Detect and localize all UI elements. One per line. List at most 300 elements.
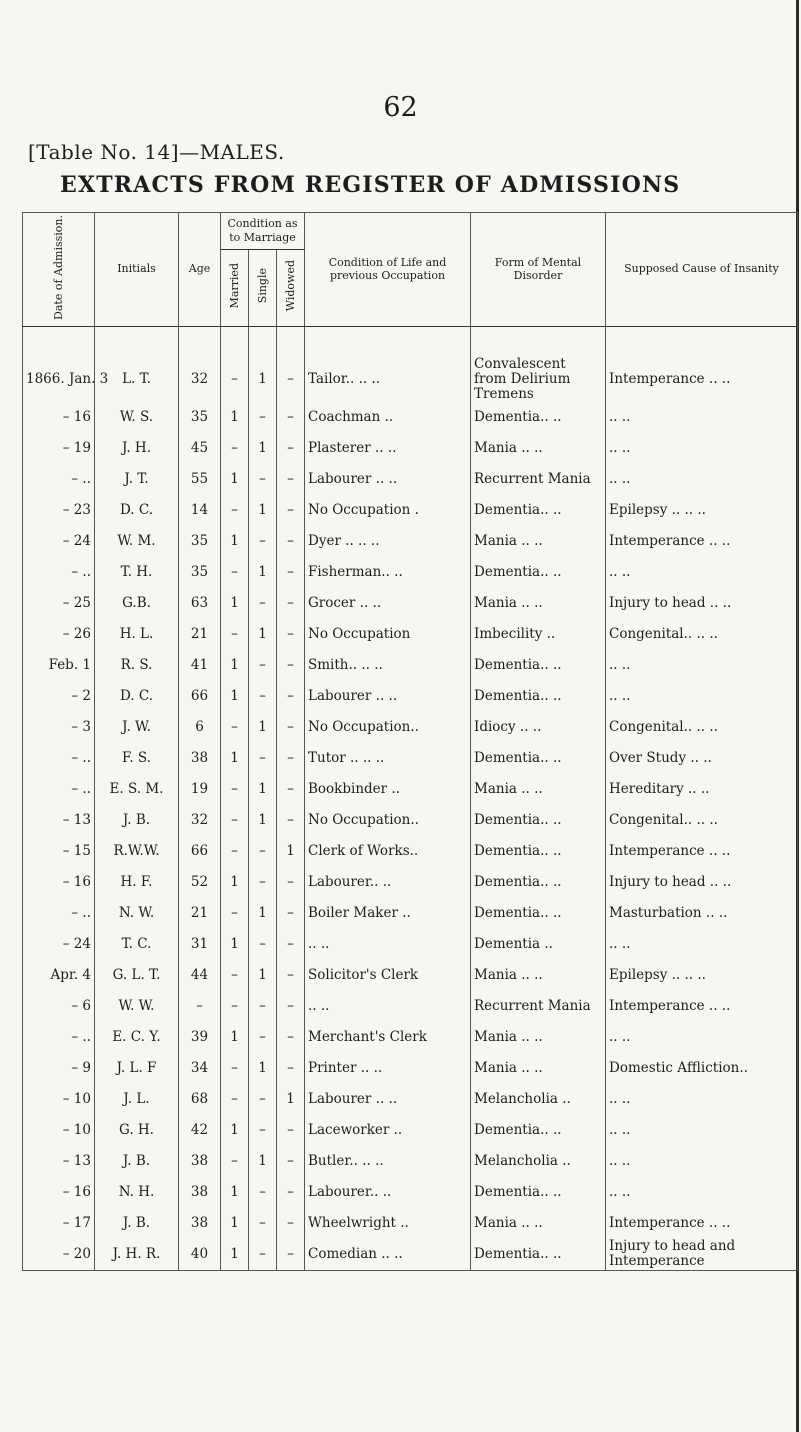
table-row [23,712,798,743]
initials-cell: H. L. [95,619,179,650]
occupation-cell: No Occupation.. [305,805,471,836]
initials-cell: J. H. R. [95,1239,179,1271]
widowed-cell: – [277,805,305,836]
admission-date: – .. [23,557,95,588]
married-cell: – [221,1084,249,1115]
widowed-cell: – [277,526,305,557]
married-cell: 1 [221,929,249,960]
initials-cell: T. C. [95,929,179,960]
initials-cell: G. H. [95,1115,179,1146]
married-cell: 1 [221,867,249,898]
disorder-cell: Dementia.. .. [471,898,606,929]
admission-date: – 9 [23,1053,95,1084]
age-cell: 52 [179,867,221,898]
single-cell: – [249,929,277,960]
table-caption: [Table No. 14]—MALES. [28,140,285,164]
married-cell: – [221,326,249,402]
married-cell: 1 [221,1022,249,1053]
cause-cell: .. .. [606,650,798,681]
table-row [23,1022,798,1053]
cause-cell: Masturbation .. .. [606,898,798,929]
occupation-cell: Plasterer .. .. [305,433,471,464]
age-cell: 21 [179,619,221,650]
married-cell: – [221,1053,249,1084]
single-cell: – [249,402,277,433]
occupation-cell: Labourer .. .. [305,681,471,712]
married-cell: 1 [221,588,249,619]
table-row [23,960,798,991]
cause-cell: Intemperance .. .. [606,836,798,867]
married-cell: 1 [221,650,249,681]
table-row [23,402,798,433]
single-cell: 1 [249,898,277,929]
disorder-cell: Imbecility .. [471,619,606,650]
admission-date: – 10 [23,1084,95,1115]
occupation-cell: Comedian .. .. [305,1239,471,1271]
disorder-cell: Mania .. .. [471,1053,606,1084]
cause-cell: .. .. [606,1146,798,1177]
widowed-cell: – [277,867,305,898]
married-cell: 1 [221,402,249,433]
occupation-cell: Tutor .. .. .. [305,743,471,774]
register-body [23,326,798,1270]
widowed-cell: – [277,1115,305,1146]
cause-cell: Epilepsy .. .. .. [606,960,798,991]
age-cell: 38 [179,1146,221,1177]
table-row [23,805,798,836]
admission-date: – 16 [23,402,95,433]
initials-cell: N. W. [95,898,179,929]
initials-cell: E. C. Y. [95,1022,179,1053]
initials-cell: D. C. [95,681,179,712]
table-row [23,1239,798,1271]
married-cell: – [221,836,249,867]
admission-date: – .. [23,898,95,929]
table-row [23,619,798,650]
initials-cell: H. F. [95,867,179,898]
occupation-cell: No Occupation.. [305,712,471,743]
admission-date: – .. [23,464,95,495]
disorder-cell: Dementia .. [471,929,606,960]
widowed-cell: – [277,433,305,464]
widowed-cell: – [277,960,305,991]
cause-cell: Intemperance .. .. [606,526,798,557]
single-cell: 1 [249,433,277,464]
age-cell: 55 [179,464,221,495]
disorder-cell: Dementia.. .. [471,805,606,836]
initials-cell: R.W.W. [95,836,179,867]
single-cell: – [249,1208,277,1239]
disorder-cell: Mania .. .. [471,1208,606,1239]
cause-cell: Epilepsy .. .. .. [606,495,798,526]
age-cell: 38 [179,1208,221,1239]
widowed-cell: – [277,619,305,650]
initials-cell: N. H. [95,1177,179,1208]
disorder-cell: Mania .. .. [471,526,606,557]
cause-cell: .. .. [606,681,798,712]
widowed-cell: – [277,743,305,774]
initials-cell: T. H. [95,557,179,588]
table-row [23,1208,798,1239]
admission-date: Apr. 4 [23,960,95,991]
married-cell: – [221,960,249,991]
table-row [23,774,798,805]
header-cause: Supposed Cause of Insanity [606,213,798,327]
admission-date: – 10 [23,1115,95,1146]
widowed-cell: – [277,464,305,495]
admission-date: – 2 [23,681,95,712]
age-cell: 34 [179,1053,221,1084]
widowed-cell: 1 [277,836,305,867]
widowed-cell: – [277,1208,305,1239]
disorder-cell: Dementia.. .. [471,557,606,588]
admission-date: – 15 [23,836,95,867]
disorder-cell: Dementia.. .. [471,1115,606,1146]
occupation-cell: Labourer .. .. [305,1084,471,1115]
admission-date: – 24 [23,526,95,557]
occupation-cell: Printer .. .. [305,1053,471,1084]
table-row [23,526,798,557]
married-cell: 1 [221,464,249,495]
disorder-cell: Dementia.. .. [471,1177,606,1208]
table-row [23,1053,798,1084]
header-married: Married [221,249,249,326]
cause-cell: Hereditary .. .. [606,774,798,805]
admission-date: – 23 [23,495,95,526]
occupation-cell: Dyer .. .. .. [305,526,471,557]
cause-cell: Injury to head and Intemperance [606,1239,798,1271]
married-cell: 1 [221,1177,249,1208]
occupation-cell: Tailor.. .. .. [305,326,471,402]
admissions-register-table [22,212,798,1271]
occupation-cell: Wheelwright .. [305,1208,471,1239]
married-cell: – [221,495,249,526]
single-cell: 1 [249,960,277,991]
widowed-cell: – [277,1239,305,1271]
cause-cell: .. .. [606,1115,798,1146]
single-cell: – [249,681,277,712]
single-cell: – [249,1177,277,1208]
single-cell: 1 [249,619,277,650]
admission-date: – 16 [23,867,95,898]
disorder-cell: Recurrent Mania [471,464,606,495]
married-cell: – [221,898,249,929]
cause-cell: .. .. [606,1022,798,1053]
single-cell: 1 [249,774,277,805]
admission-date: Feb. 1 [23,650,95,681]
table-row [23,495,798,526]
age-cell: 44 [179,960,221,991]
age-cell: 32 [179,326,221,402]
disorder-cell: Dementia.. .. [471,495,606,526]
admission-date: – 25 [23,588,95,619]
married-cell: 1 [221,526,249,557]
widowed-cell: – [277,712,305,743]
married-cell: 1 [221,1115,249,1146]
widowed-cell: – [277,650,305,681]
age-cell: 38 [179,1177,221,1208]
initials-cell: J. B. [95,1208,179,1239]
occupation-cell: Laceworker .. [305,1115,471,1146]
table-row [23,898,798,929]
table-row [23,1115,798,1146]
occupation-cell: Butler.. .. .. [305,1146,471,1177]
disorder-cell: Dementia.. .. [471,743,606,774]
widowed-cell: – [277,929,305,960]
occupation-cell: Coachman .. [305,402,471,433]
initials-cell: E. S. M. [95,774,179,805]
initials-cell: J. B. [95,1146,179,1177]
disorder-cell: Mania .. .. [471,1022,606,1053]
single-cell: – [249,464,277,495]
age-cell: 35 [179,402,221,433]
disorder-cell: Melancholia .. [471,1084,606,1115]
header-condition-life: Condition of Life and previous Occupation [305,213,471,327]
disorder-cell: Mania .. .. [471,774,606,805]
widowed-cell: – [277,495,305,526]
cause-cell: .. .. [606,1177,798,1208]
single-cell: – [249,588,277,619]
occupation-cell: .. .. [305,991,471,1022]
age-cell: 6 [179,712,221,743]
table-title: EXTRACTS FROM REGISTER OF ADMISSIONS [60,172,681,198]
occupation-cell: Merchant's Clerk [305,1022,471,1053]
initials-cell: D. C. [95,495,179,526]
table-row [23,681,798,712]
cause-cell: Congenital.. .. .. [606,712,798,743]
married-cell: – [221,805,249,836]
occupation-cell: Labourer .. .. [305,464,471,495]
initials-cell: J. B. [95,805,179,836]
widowed-cell: – [277,1146,305,1177]
table-row [23,743,798,774]
cause-cell: .. .. [606,402,798,433]
disorder-cell: Dementia.. .. [471,1239,606,1271]
cause-cell: Domestic Affliction.. [606,1053,798,1084]
disorder-cell: Idiocy .. .. [471,712,606,743]
married-cell: 1 [221,1208,249,1239]
initials-cell: R. S. [95,650,179,681]
widowed-cell: – [277,1022,305,1053]
age-cell: 38 [179,743,221,774]
single-cell: – [249,991,277,1022]
table-row [23,836,798,867]
disorder-cell: Dementia.. .. [471,867,606,898]
age-cell: 32 [179,805,221,836]
initials-cell: W. W. [95,991,179,1022]
single-cell: – [249,743,277,774]
header-widowed: Widowed [277,249,305,326]
initials-cell: J. L. [95,1084,179,1115]
table-row [23,867,798,898]
cause-cell: Intemperance .. .. [606,991,798,1022]
occupation-cell: Boiler Maker .. [305,898,471,929]
age-cell: 35 [179,557,221,588]
widowed-cell: – [277,991,305,1022]
admission-date: – 6 [23,991,95,1022]
disorder-cell: Mania .. .. [471,588,606,619]
widowed-cell: – [277,402,305,433]
disorder-cell: Melancholia .. [471,1146,606,1177]
occupation-cell: Bookbinder .. [305,774,471,805]
initials-cell: J. H. [95,433,179,464]
initials-cell: W. S. [95,402,179,433]
cause-cell: Intemperance .. .. [606,326,798,402]
age-cell: 63 [179,588,221,619]
admission-date: 1866. Jan. 3 [23,326,95,402]
age-cell: 66 [179,681,221,712]
cause-cell: .. .. [606,464,798,495]
cause-cell: .. .. [606,557,798,588]
table-row [23,1146,798,1177]
widowed-cell: – [277,681,305,712]
age-cell: 35 [179,526,221,557]
cause-cell: .. .. [606,433,798,464]
initials-cell: W. M. [95,526,179,557]
disorder-cell: Dementia.. .. [471,836,606,867]
disorder-cell: Convalescent from Delirium Tremens [471,326,606,402]
table-row [23,464,798,495]
admission-date: – .. [23,743,95,774]
admission-date: – 24 [23,929,95,960]
married-cell: – [221,774,249,805]
header-form: Form of Mental Disorder [471,213,606,327]
age-cell: – [179,991,221,1022]
disorder-cell: Dementia.. .. [471,402,606,433]
initials-cell: G.B. [95,588,179,619]
header-single: Single [249,249,277,326]
widowed-cell: 1 [277,1084,305,1115]
occupation-cell: .. .. [305,929,471,960]
admission-date: – 26 [23,619,95,650]
occupation-cell: Labourer.. .. [305,1177,471,1208]
single-cell: – [249,526,277,557]
page-number: 62 [383,92,418,123]
single-cell: – [249,1115,277,1146]
age-cell: 19 [179,774,221,805]
initials-cell: G. L. T. [95,960,179,991]
admission-date: – .. [23,774,95,805]
single-cell: 1 [249,557,277,588]
married-cell: – [221,1146,249,1177]
table-row [23,1084,798,1115]
admission-date: – 17 [23,1208,95,1239]
married-cell: – [221,619,249,650]
admission-date: – 20 [23,1239,95,1271]
initials-cell: J. T. [95,464,179,495]
admission-date: – .. [23,1022,95,1053]
table-row [23,929,798,960]
age-cell: 42 [179,1115,221,1146]
married-cell: – [221,433,249,464]
single-cell: 1 [249,495,277,526]
occupation-cell: No Occupation . [305,495,471,526]
occupation-cell: No Occupation [305,619,471,650]
single-cell: 1 [249,326,277,402]
table-row [23,326,798,402]
married-cell: – [221,712,249,743]
table-row [23,588,798,619]
widowed-cell: – [277,557,305,588]
header-age: Age [179,213,221,327]
age-cell: 45 [179,433,221,464]
cause-cell: .. .. [606,929,798,960]
header-row-top [23,213,798,250]
admission-date: – 19 [23,433,95,464]
table-row [23,1177,798,1208]
widowed-cell: – [277,1177,305,1208]
disorder-cell: Recurrent Mania [471,991,606,1022]
admission-date: – 16 [23,1177,95,1208]
widowed-cell: – [277,1053,305,1084]
admission-date: – 13 [23,805,95,836]
cause-cell: Intemperance .. .. [606,1208,798,1239]
occupation-cell: Solicitor's Clerk [305,960,471,991]
disorder-cell: Mania .. .. [471,960,606,991]
single-cell: 1 [249,712,277,743]
header-date: Date of Admission. [23,213,95,327]
age-cell: 14 [179,495,221,526]
initials-cell: J. L. F [95,1053,179,1084]
age-cell: 66 [179,836,221,867]
single-cell: – [249,867,277,898]
age-cell: 68 [179,1084,221,1115]
cause-cell: Congenital.. .. .. [606,619,798,650]
occupation-cell: Smith.. .. .. [305,650,471,681]
age-cell: 41 [179,650,221,681]
age-cell: 39 [179,1022,221,1053]
cause-cell: .. .. [606,1084,798,1115]
married-cell: – [221,991,249,1022]
married-cell: – [221,557,249,588]
initials-cell: J. W. [95,712,179,743]
widowed-cell: – [277,898,305,929]
widowed-cell: – [277,326,305,402]
single-cell: 1 [249,1053,277,1084]
age-cell: 31 [179,929,221,960]
widowed-cell: – [277,588,305,619]
cause-cell: Injury to head .. .. [606,867,798,898]
age-cell: 21 [179,898,221,929]
admission-date: – 3 [23,712,95,743]
disorder-cell: Mania .. .. [471,433,606,464]
married-cell: 1 [221,681,249,712]
married-cell: 1 [221,1239,249,1271]
single-cell: – [249,1084,277,1115]
disorder-cell: Dementia.. .. [471,681,606,712]
initials-cell: L. T. [95,326,179,402]
married-cell: 1 [221,743,249,774]
cause-cell: Congenital.. .. .. [606,805,798,836]
occupation-cell: Grocer .. .. [305,588,471,619]
single-cell: – [249,650,277,681]
single-cell: 1 [249,805,277,836]
table-row [23,433,798,464]
initials-cell: F. S. [95,743,179,774]
single-cell: – [249,1239,277,1271]
table-row [23,650,798,681]
disorder-cell: Dementia.. .. [471,650,606,681]
header-condition-marriage: Condition as to Marriage [221,213,305,250]
single-cell: – [249,836,277,867]
single-cell: – [249,1022,277,1053]
occupation-cell: Clerk of Works.. [305,836,471,867]
cause-cell: Injury to head .. .. [606,588,798,619]
occupation-cell: Labourer.. .. [305,867,471,898]
admission-date: – 13 [23,1146,95,1177]
widowed-cell: – [277,774,305,805]
table-row [23,991,798,1022]
